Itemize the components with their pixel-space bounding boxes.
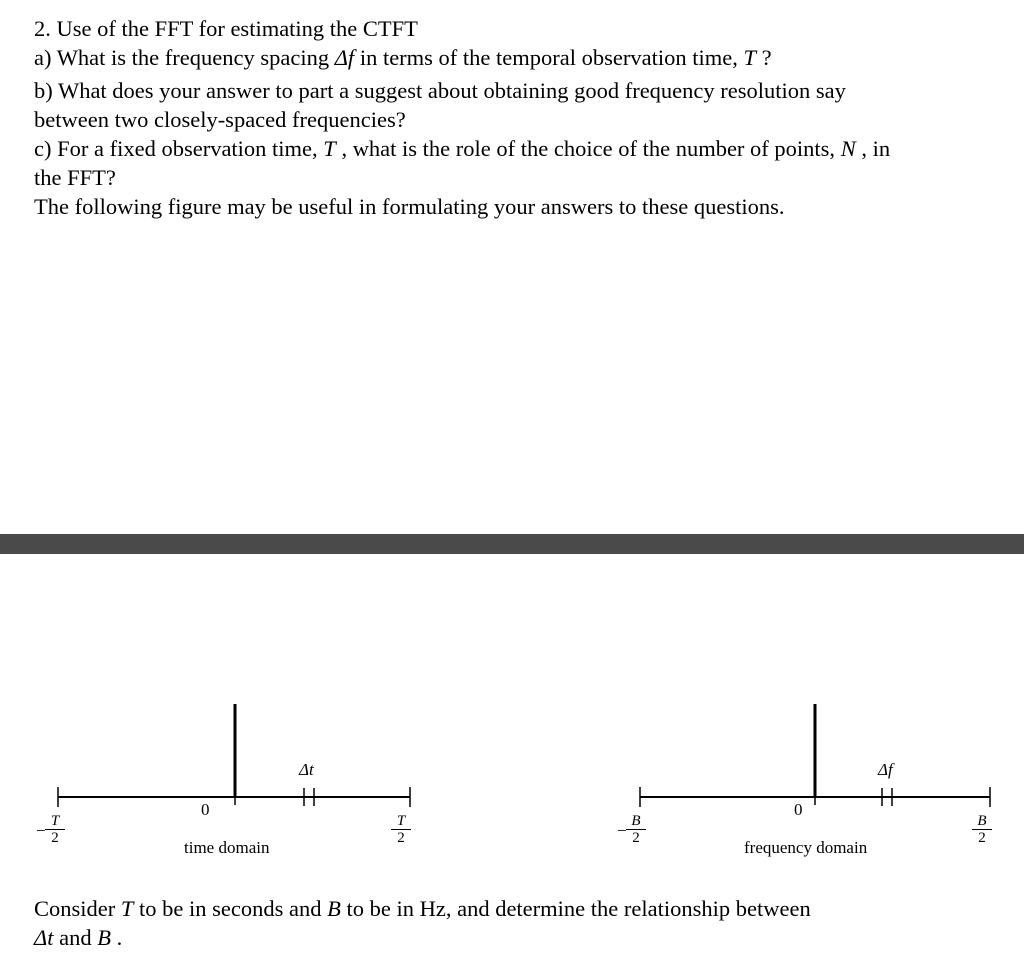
question-part-c-line1: [34, 134, 890, 163]
freq-right-fraction: [972, 813, 992, 846]
part-c-text-mid: , what is the role of the choice of the number of points,: [335, 136, 841, 161]
question-title: [34, 14, 418, 43]
freq-zero-label: 0: [794, 800, 803, 819]
part-c-end: , in: [855, 136, 891, 161]
question-part-b-line2: [34, 105, 406, 134]
t-symbol: T: [743, 45, 756, 70]
freq-domain-caption: frequency domain: [744, 838, 868, 857]
footer-and: and: [53, 925, 98, 950]
footer-end: .: [110, 925, 123, 950]
freq-right-den: 2: [978, 830, 986, 846]
time-left-fraction: [45, 813, 65, 846]
time-left-num: T: [45, 813, 65, 830]
following-text: The following figure may be useful in formulating your answers to these questions.: [34, 194, 785, 219]
time-right-num: T: [391, 813, 411, 830]
footer-text: Consider: [34, 896, 121, 921]
freq-right-num: B: [972, 813, 992, 830]
part-a-end: ?: [755, 45, 772, 70]
time-right-den: 2: [397, 830, 405, 846]
footer-t-symbol: T: [120, 896, 134, 921]
footer-dt-symbol: Δt: [34, 925, 54, 950]
question-part-c-line2: [34, 163, 116, 192]
part-a-text: a) What is the frequency spacing: [34, 45, 335, 70]
time-right-fraction: [391, 813, 411, 846]
footer-b-symbol: B: [327, 896, 341, 921]
footer-b2-symbol: B: [97, 925, 111, 950]
question-following: [34, 192, 784, 221]
part-b-text: b) What does your answer to part a suggest about obtaining good frequency resolution say: [34, 78, 846, 103]
question-part-a: [34, 43, 772, 72]
part-a-text-mid: in terms of the temporal observation time,: [354, 45, 744, 70]
time-delta-label: Δt: [299, 760, 314, 779]
page-divider: [0, 534, 1024, 554]
freq-left-den: 2: [632, 830, 640, 846]
delta-f-symbol: Δf: [334, 45, 355, 70]
footer-line2: [34, 923, 122, 952]
time-left-sign: −: [36, 821, 46, 840]
freq-left-fraction: [626, 813, 646, 846]
time-domain-caption: time domain: [184, 838, 270, 857]
part-c-text: c) For a fixed observation time,: [34, 136, 324, 161]
footer-text-mid1: to be in seconds and: [133, 896, 328, 921]
question-part-b-line1: [34, 76, 846, 105]
part-b-text-2: between two closely-spaced frequencies?: [34, 107, 406, 132]
t-symbol-c: T: [323, 136, 336, 161]
footer-line1: [34, 894, 811, 923]
freq-delta-label: Δf: [878, 760, 893, 779]
time-left-den: 2: [51, 830, 59, 846]
n-symbol: N: [840, 136, 856, 161]
time-zero-label: 0: [201, 800, 210, 819]
part-c-text-2: the FFT?: [34, 165, 116, 190]
freq-left-num: B: [626, 813, 646, 830]
question-title-text: 2. Use of the FFT for estimating the CTFT: [34, 16, 418, 41]
footer-text-mid2: to be in Hz, and determine the relationship between: [340, 896, 811, 921]
freq-left-sign: −: [617, 821, 627, 840]
